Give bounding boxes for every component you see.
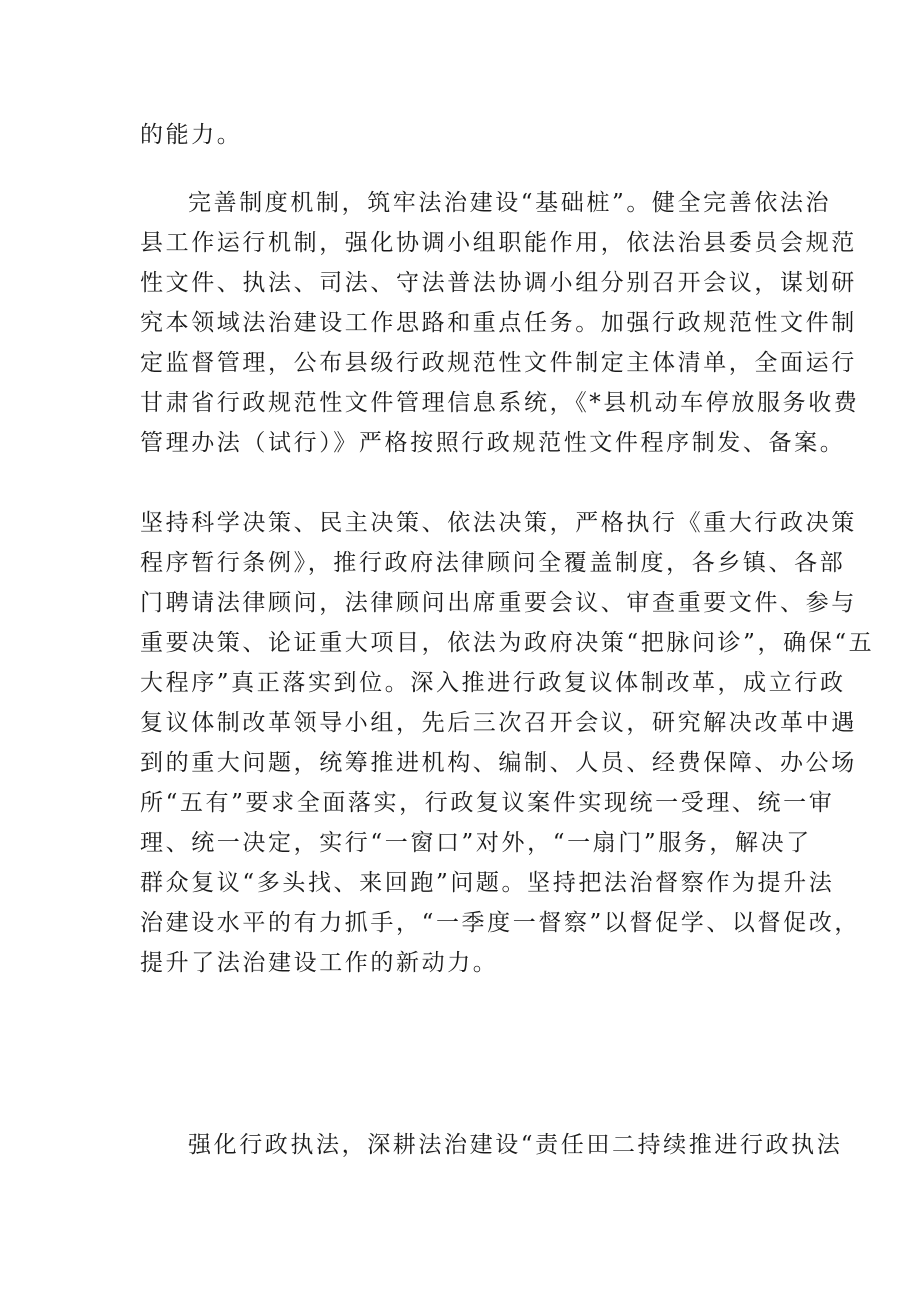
text-line: 到的重大问题，统筹推进机构、编制、人员、经费保障、办公场 xyxy=(140,750,857,776)
text-line: 重要决策、论证重大项目，依法为政府决策“把脉问诊”，确保“五 xyxy=(140,630,875,656)
text-line: 性文件、执法、司法、守法普法协调小组分别召开会议，谋划研 xyxy=(140,270,857,296)
text-line: 群众复议“多头找、来回跑”问题。坚持把法治督察作为提升法 xyxy=(140,870,835,896)
text-line: 定监督管理，公布县级行政规范性文件制定主体清单，全面运行 xyxy=(140,350,857,376)
text-line: 提升了法治建设工作的新动力。 xyxy=(140,950,499,976)
text-line: 管理办法（试行）》严格按照行政规范性文件程序制发、备案。 xyxy=(140,430,846,456)
text-line: 大程序”真正落实到位。深入推进行政复议体制改革，成立行政 xyxy=(140,670,846,696)
text-line: 坚持科学决策、民主决策、依法决策，严格执行《重大行政决策 xyxy=(140,510,857,536)
text-line: 县工作运行机制，强化协调小组职能作用，依法治县委员会规范 xyxy=(140,230,857,256)
paragraph-first-line: 完善制度机制，筑牢法治建设“基础桩”。健全完善依法治 xyxy=(188,190,832,216)
text-line: 门聘请法律顾问，法律顾问出席重要会议、审查重要文件、参与 xyxy=(140,590,857,616)
text-line: 所“五有”要求全面落实，行政复议案件实现统一受理、统一审 xyxy=(140,790,835,816)
paragraph-first-line: 强化行政执法，深耕法治建设“责任田二持续推进行政执法 xyxy=(188,1132,843,1158)
text-line: 的能力。 xyxy=(140,122,243,148)
text-line: 理、统一决定，实行“一窗口”对外，“一扇门”服务，解决了 xyxy=(140,830,812,856)
text-line: 甘肃省行政规范性文件管理信息系统，《*县机动车停放服务收费 xyxy=(140,390,860,416)
text-line: 治建设水平的有力抓手，“一季度一督察”以督促学、以督促改， xyxy=(140,910,860,936)
text-line: 程序暂行条例》，推行政府法律顾问全覆盖制度，各乡镇、各部 xyxy=(140,550,846,576)
text-line: 复议体制改革领导小组，先后三次召开会议，研究解决改革中遇 xyxy=(140,710,857,736)
text-line: 究本领域法治建设工作思路和重点任务。加强行政规范性文件制 xyxy=(140,310,857,336)
